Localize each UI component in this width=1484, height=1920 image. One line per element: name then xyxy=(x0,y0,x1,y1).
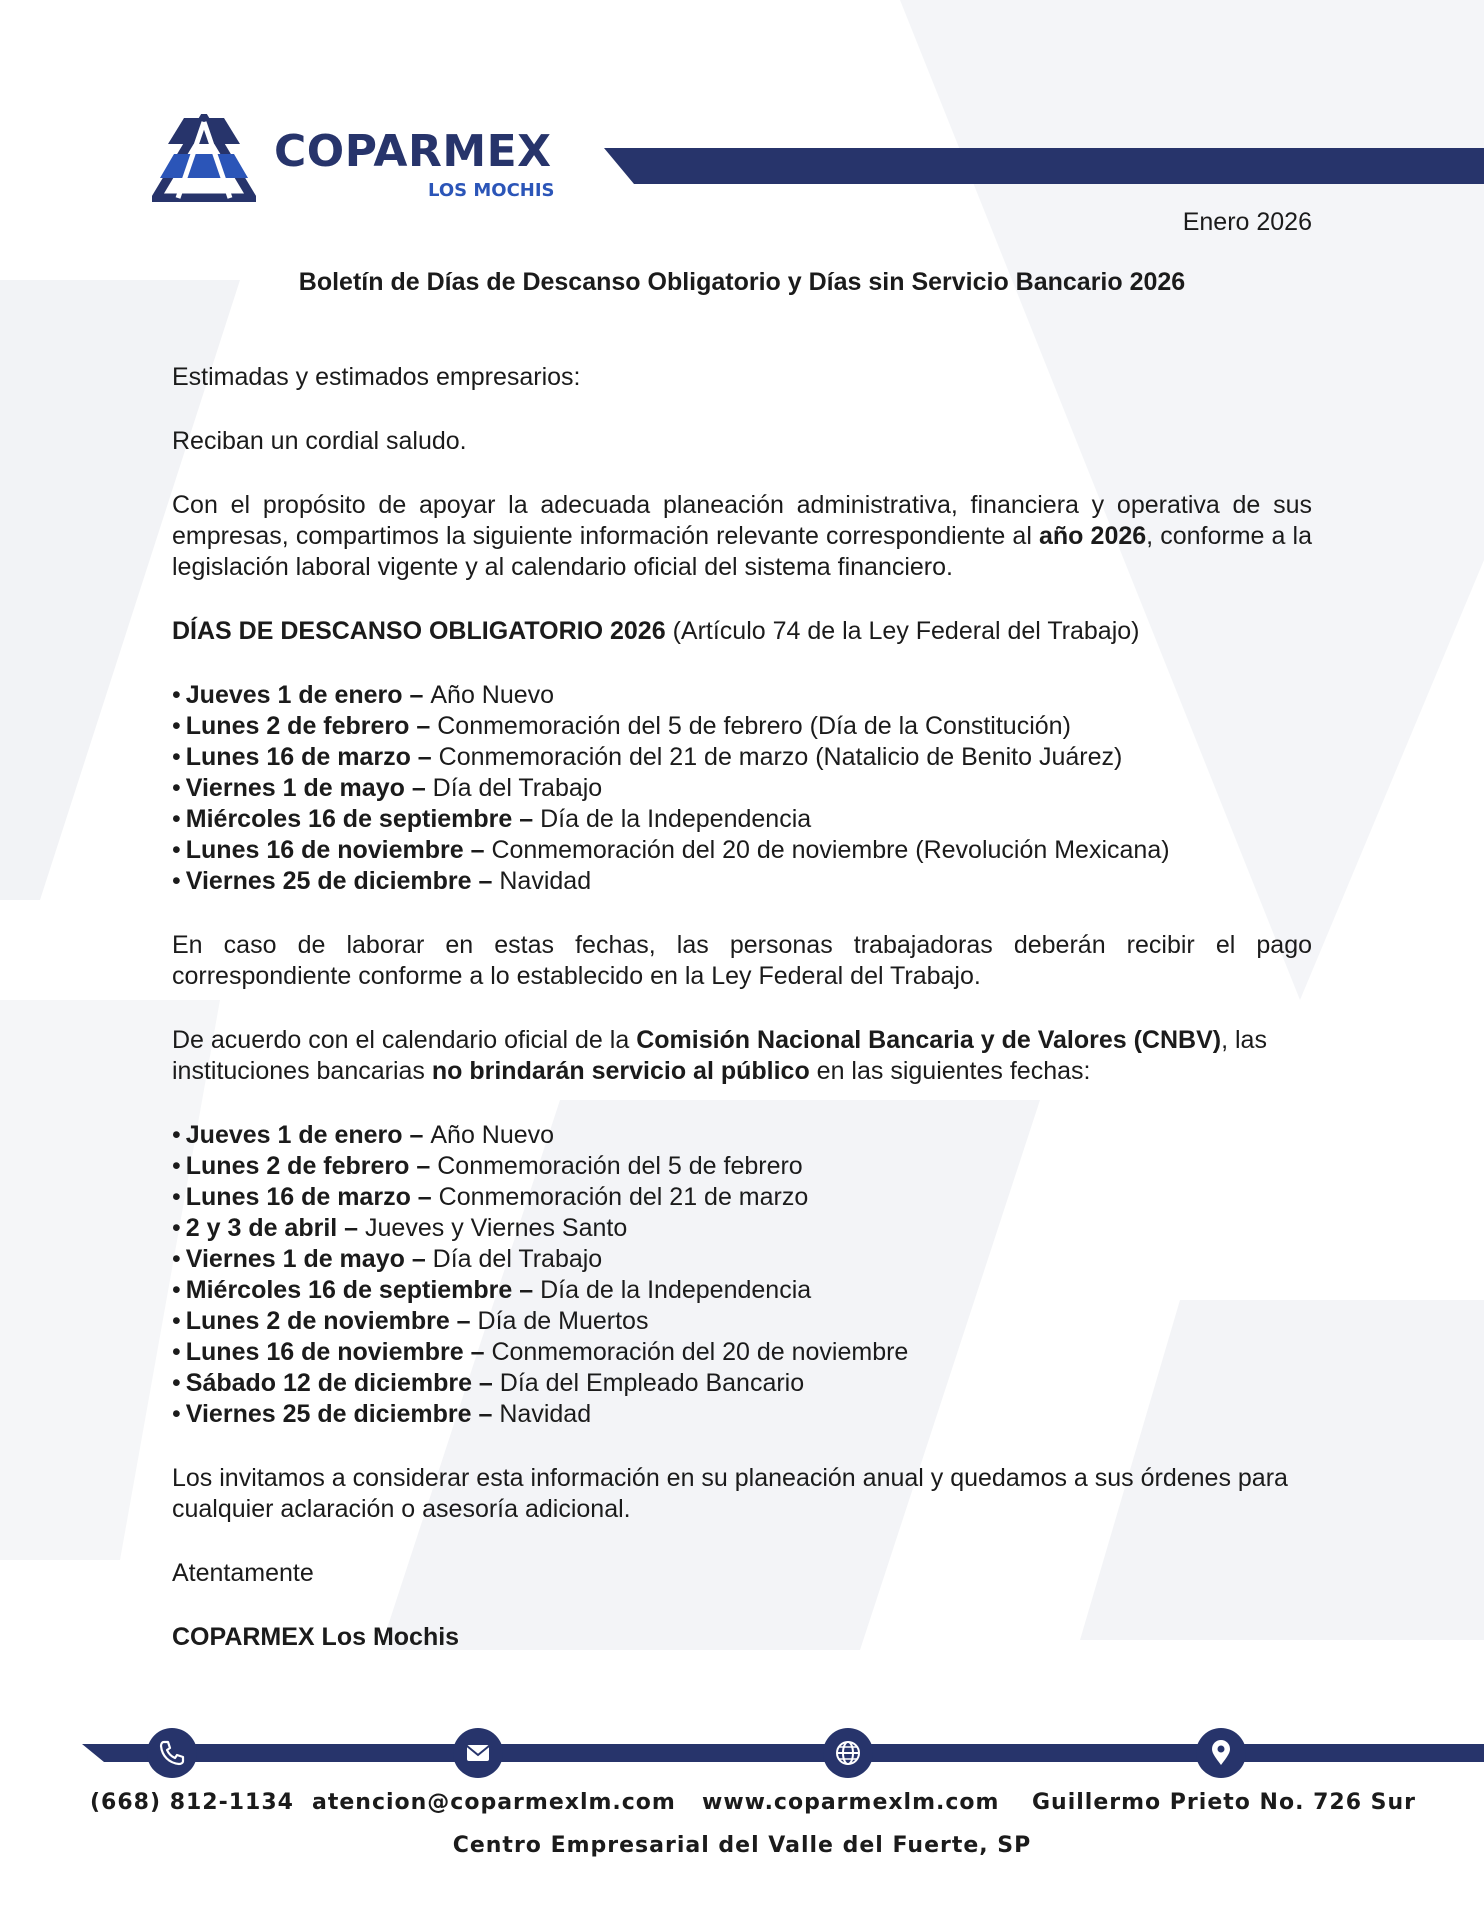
document-title: Boletín de Días de Descanso Obligatorio y Días sin Servicio Bancario 2026 xyxy=(298,268,1186,296)
list-item: • Miércoles 16 de septiembre – Día de la Independencia xyxy=(172,805,812,833)
bank-holiday-list xyxy=(172,1120,1312,1430)
signature: COPARMEX Los Mochis xyxy=(172,1623,460,1651)
greeting: Estimadas y estimados empresarios: xyxy=(172,363,581,391)
list-item: • Viernes 25 de diciembre – Navidad xyxy=(172,1400,592,1428)
document-body xyxy=(172,362,1312,1686)
list-item: • Lunes 2 de febrero – Conmemoración del 5 de febrero (Día de la Constitución) xyxy=(172,712,1071,740)
list-item: • Jueves 1 de enero – Año Nuevo xyxy=(172,1121,555,1149)
email-icon xyxy=(453,1728,503,1778)
footer-bar xyxy=(82,1744,1484,1762)
header-bar xyxy=(604,148,1484,184)
work-note: En caso de laborar en estas fechas, las personas trabajadoras deberán recibir el pago correspondiente conforme a lo establecido en la Ley Federal del Trabajo. xyxy=(172,931,1312,990)
footer-address-line2: Centro Empresarial del Valle del Fuerte, SP xyxy=(452,1833,1032,1858)
document-date: Enero 2026 xyxy=(1182,208,1312,236)
list-item: • 2 y 3 de abril – Jueves y Viernes Santo xyxy=(172,1214,628,1242)
signoff: Atentamente xyxy=(172,1559,314,1587)
globe-icon xyxy=(823,1728,873,1778)
footer-phone[interactable]: (668) 812-1134 xyxy=(90,1790,294,1815)
footer-address-line1: Guillermo Prieto No. 726 Sur xyxy=(1032,1790,1417,1815)
list-item: • Lunes 16 de noviembre – Conmemoración del 20 de noviembre (Revolución Mexicana) xyxy=(172,836,1170,864)
coparmex-logo-icon xyxy=(152,114,256,202)
holiday-list xyxy=(172,680,1312,897)
list-item: • Viernes 25 de diciembre – Navidad xyxy=(172,867,592,895)
phone-icon xyxy=(147,1728,197,1778)
list-item: • Lunes 16 de noviembre – Conmemoración del 20 de noviembre xyxy=(172,1338,909,1366)
org-name: COPARMEX xyxy=(274,126,552,177)
org-subtitle: LOS MOCHIS xyxy=(428,180,555,201)
list-item: • Lunes 16 de marzo – Conmemoración del 21 de marzo (Natalicio de Benito Juárez) xyxy=(172,743,1123,771)
location-pin-icon xyxy=(1196,1728,1246,1778)
closing-paragraph: Los invitamos a considerar esta información en su planeación anual y quedamos a sus órdenes para cualquier aclaración o asesoría adicional. xyxy=(172,1464,1288,1523)
footer-website[interactable]: www.coparmexlm.com xyxy=(702,1790,1000,1815)
list-item: • Viernes 1 de mayo – Día del Trabajo xyxy=(172,1245,603,1273)
intro-paragraph: Con el propósito de apoyar la adecuada planeación administrativa, financiera y operativa de sus empresas, compartimos la siguiente información relevante correspondiente al año 2026, conforme a la legislación laboral vigente y al calendario oficial del sistema financiero. xyxy=(172,491,1312,581)
section1-heading: DÍAS DE DESCANSO OBLIGATORIO 2026 (Artículo 74 de la Ley Federal del Trabajo) xyxy=(172,617,1140,645)
list-item: • Lunes 2 de noviembre – Día de Muertos xyxy=(172,1307,649,1335)
list-item: • Lunes 16 de marzo – Conmemoración del 21 de marzo xyxy=(172,1183,809,1211)
list-item: • Sábado 12 de diciembre – Día del Empleado Bancario xyxy=(172,1369,805,1397)
salutation: Reciban un cordial saludo. xyxy=(172,427,467,455)
list-item: • Miércoles 16 de septiembre – Día de la Independencia xyxy=(172,1276,812,1304)
bank-intro: De acuerdo con el calendario oficial de la Comisión Nacional Bancaria y de Valores (CNBV), las instituciones bancarias no brindarán servicio al público en las siguientes fechas: xyxy=(172,1026,1267,1085)
list-item: • Lunes 2 de febrero – Conmemoración del 5 de febrero xyxy=(172,1152,803,1180)
list-item: • Jueves 1 de enero – Año Nuevo xyxy=(172,681,555,709)
list-item: • Viernes 1 de mayo – Día del Trabajo xyxy=(172,774,603,802)
footer-email[interactable]: atencion@coparmexlm.com xyxy=(312,1790,676,1815)
